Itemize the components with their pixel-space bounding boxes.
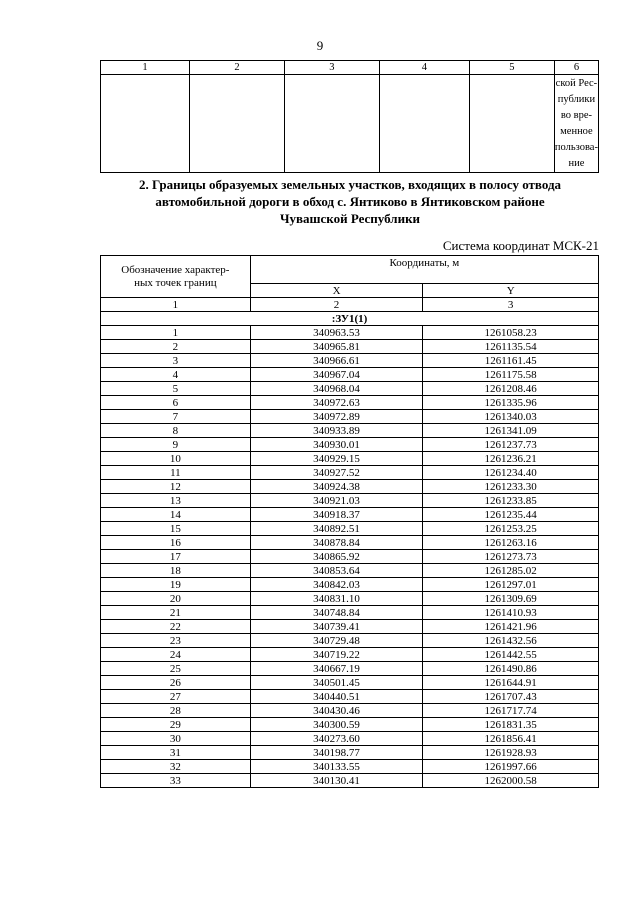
table-row	[101, 452, 599, 466]
point-number-cell: 24	[101, 648, 251, 662]
table-row	[101, 536, 599, 550]
table-row	[101, 550, 599, 564]
table-row	[101, 704, 599, 718]
y-coordinate-cell: 1262000.58	[423, 774, 599, 788]
col6-line: пользова-	[554, 142, 598, 153]
y-coordinate-cell: 1261208.46	[423, 382, 599, 396]
x-coordinate-cell: 340930.01	[250, 438, 423, 452]
y-coordinate-cell: 1261410.93	[423, 606, 599, 620]
x-coordinate-cell: 340440.51	[250, 690, 423, 704]
table-row	[101, 648, 599, 662]
continuation-header-cell: 3	[284, 61, 379, 75]
y-coordinate-cell: 1261175.58	[423, 368, 599, 382]
continuation-cell	[379, 75, 469, 173]
column-number: 3	[423, 298, 599, 312]
y-coordinate-cell: 1261442.55	[423, 648, 599, 662]
point-number-cell: 10	[101, 452, 251, 466]
point-number-cell: 16	[101, 536, 251, 550]
point-number-cell: 1	[101, 326, 251, 340]
table-header-row	[101, 256, 599, 284]
y-coordinate-cell: 1261058.23	[423, 326, 599, 340]
y-coordinate-cell: 1261421.96	[423, 620, 599, 634]
point-number-cell: 28	[101, 704, 251, 718]
x-coordinate-cell: 340965.81	[250, 340, 423, 354]
coordinates-table	[100, 255, 599, 788]
table-row	[101, 382, 599, 396]
y-coordinate-cell: 1261997.66	[423, 760, 599, 774]
col6-line: менное	[560, 126, 593, 137]
point-number-cell: 33	[101, 774, 251, 788]
y-coordinate-cell: 1261234.40	[423, 466, 599, 480]
x-coordinate-cell: 340739.41	[250, 620, 423, 634]
x-coordinate-cell: 340853.64	[250, 564, 423, 578]
table-row	[101, 354, 599, 368]
point-number-cell: 21	[101, 606, 251, 620]
point-number-cell: 2	[101, 340, 251, 354]
section-title-line: 2. Границы образуемых земельных участков, входящих в полосу отвода	[138, 177, 562, 192]
continuation-cell	[101, 75, 190, 173]
y-coordinate-cell: 1261233.85	[423, 494, 599, 508]
parcel-label: :ЗУ1(1)	[101, 312, 599, 326]
page-number: 9	[316, 38, 324, 53]
x-coordinate-cell: 340133.55	[250, 760, 423, 774]
y-coordinate-cell: 1261644.91	[423, 676, 599, 690]
col6-line: ние	[568, 158, 585, 169]
header-point-line: ных точек границ	[134, 276, 217, 289]
y-coordinate-cell: 1261831.35	[423, 718, 599, 732]
point-number-cell: 18	[101, 564, 251, 578]
continuation-header-cell: 1	[101, 61, 190, 75]
point-number-cell: 14	[101, 508, 251, 522]
parcel-row	[101, 312, 599, 326]
table-row	[101, 760, 599, 774]
table-row	[101, 718, 599, 732]
point-number-cell: 31	[101, 746, 251, 760]
table-row	[101, 368, 599, 382]
coordinates-rows	[101, 326, 599, 788]
table-row	[101, 508, 599, 522]
point-number-cell: 32	[101, 760, 251, 774]
point-number-cell: 30	[101, 732, 251, 746]
table-row	[101, 410, 599, 424]
table-row	[101, 662, 599, 676]
y-coordinate-cell: 1261309.69	[423, 592, 599, 606]
table-row	[101, 340, 599, 354]
point-number-cell: 23	[101, 634, 251, 648]
y-coordinate-cell: 1261432.56	[423, 634, 599, 648]
y-coordinate-cell: 1261856.41	[423, 732, 599, 746]
header-point-designation	[101, 256, 251, 298]
x-coordinate-cell: 340719.22	[250, 648, 423, 662]
x-coordinate-cell: 340929.15	[250, 452, 423, 466]
y-coordinate-cell: 1261717.74	[423, 704, 599, 718]
continuation-header-cell: 2	[190, 61, 285, 75]
continuation-header-row	[101, 61, 599, 75]
header-y: Y	[423, 284, 599, 298]
y-coordinate-cell: 1261235.44	[423, 508, 599, 522]
point-number-cell: 26	[101, 676, 251, 690]
point-number-cell: 6	[101, 396, 251, 410]
continuation-cell	[469, 75, 554, 173]
point-number-cell: 22	[101, 620, 251, 634]
section-title-line: автомобильной дороги в обход с. Янтиково в Янтиковском районе	[155, 194, 545, 209]
x-coordinate-cell: 340972.63	[250, 396, 423, 410]
point-number-cell: 11	[101, 466, 251, 480]
x-coordinate-cell: 340729.48	[250, 634, 423, 648]
x-coordinate-cell: 340748.84	[250, 606, 423, 620]
y-coordinate-cell: 1261490.86	[423, 662, 599, 676]
continuation-cell	[190, 75, 285, 173]
x-coordinate-cell: 340300.59	[250, 718, 423, 732]
y-coordinate-cell: 1261285.02	[423, 564, 599, 578]
y-coordinate-cell: 1261340.03	[423, 410, 599, 424]
column-number: 1	[101, 298, 251, 312]
continuation-header-cell: 4	[379, 61, 469, 75]
point-number-cell: 8	[101, 424, 251, 438]
y-coordinate-cell: 1261335.96	[423, 396, 599, 410]
table-row	[101, 690, 599, 704]
table-row	[101, 746, 599, 760]
point-number-cell: 4	[101, 368, 251, 382]
table-row	[101, 774, 599, 788]
x-coordinate-cell: 340831.10	[250, 592, 423, 606]
x-coordinate-cell: 340924.38	[250, 480, 423, 494]
x-coordinate-cell: 340130.41	[250, 774, 423, 788]
continuation-header-cell: 6	[554, 61, 598, 75]
col6-line: публики	[557, 94, 596, 105]
y-coordinate-cell: 1261263.16	[423, 536, 599, 550]
x-coordinate-cell: 340927.52	[250, 466, 423, 480]
y-coordinate-cell: 1261928.93	[423, 746, 599, 760]
point-number-cell: 29	[101, 718, 251, 732]
x-coordinate-cell: 340933.89	[250, 424, 423, 438]
point-number-cell: 15	[101, 522, 251, 536]
point-number-cell: 25	[101, 662, 251, 676]
x-coordinate-cell: 340963.53	[250, 326, 423, 340]
table-row	[101, 494, 599, 508]
x-coordinate-cell: 340967.04	[250, 368, 423, 382]
continuation-col6-cell	[554, 75, 598, 173]
continuation-body-row	[101, 75, 599, 173]
point-number-cell: 7	[101, 410, 251, 424]
y-coordinate-cell: 1261253.25	[423, 522, 599, 536]
table-row	[101, 634, 599, 648]
y-coordinate-cell: 1261341.09	[423, 424, 599, 438]
table-row	[101, 732, 599, 746]
point-number-cell: 9	[101, 438, 251, 452]
x-coordinate-cell: 340865.92	[250, 550, 423, 564]
x-coordinate-cell: 340842.03	[250, 578, 423, 592]
point-number-cell: 27	[101, 690, 251, 704]
point-number-cell: 12	[101, 480, 251, 494]
y-coordinate-cell: 1261237.73	[423, 438, 599, 452]
x-coordinate-cell: 340972.89	[250, 410, 423, 424]
y-coordinate-cell: 1261135.54	[423, 340, 599, 354]
col6-line: ской Рес-	[555, 78, 598, 89]
x-coordinate-cell: 340667.19	[250, 662, 423, 676]
x-coordinate-cell: 340918.37	[250, 508, 423, 522]
x-coordinate-cell: 340501.45	[250, 676, 423, 690]
continuation-table	[100, 60, 599, 173]
x-coordinate-cell: 340273.60	[250, 732, 423, 746]
table-row	[101, 522, 599, 536]
y-coordinate-cell: 1261233.30	[423, 480, 599, 494]
table-row	[101, 592, 599, 606]
header-x: X	[250, 284, 423, 298]
table-row	[101, 564, 599, 578]
header-coordinates: Координаты, м	[250, 256, 598, 284]
continuation-cell	[284, 75, 379, 173]
x-coordinate-cell: 340921.03	[250, 494, 423, 508]
x-coordinate-cell: 340892.51	[250, 522, 423, 536]
coordinate-system-label: Система координат МСК-21	[442, 238, 599, 253]
column-number-row	[101, 298, 599, 312]
point-number-cell: 5	[101, 382, 251, 396]
y-coordinate-cell: 1261707.43	[423, 690, 599, 704]
section-title	[90, 176, 610, 227]
y-coordinate-cell: 1261236.21	[423, 452, 599, 466]
table-row	[101, 438, 599, 452]
table-row	[101, 578, 599, 592]
point-number-cell: 3	[101, 354, 251, 368]
header-point-line: Обозначение характер-	[121, 263, 230, 276]
table-row	[101, 620, 599, 634]
y-coordinate-cell: 1261297.01	[423, 578, 599, 592]
x-coordinate-cell: 340878.84	[250, 536, 423, 550]
x-coordinate-cell: 340966.61	[250, 354, 423, 368]
point-number-cell: 17	[101, 550, 251, 564]
x-coordinate-cell: 340198.77	[250, 746, 423, 760]
section-title-line: Чувашской Республики	[279, 211, 421, 226]
col6-line: во вре-	[560, 110, 592, 121]
table-row	[101, 606, 599, 620]
column-number: 2	[250, 298, 423, 312]
y-coordinate-cell: 1261273.73	[423, 550, 599, 564]
table-row	[101, 424, 599, 438]
table-row	[101, 396, 599, 410]
table-row	[101, 326, 599, 340]
continuation-header-cell: 5	[469, 61, 554, 75]
point-number-cell: 20	[101, 592, 251, 606]
x-coordinate-cell: 340430.46	[250, 704, 423, 718]
table-row	[101, 466, 599, 480]
x-coordinate-cell: 340968.04	[250, 382, 423, 396]
point-number-cell: 19	[101, 578, 251, 592]
table-row	[101, 676, 599, 690]
y-coordinate-cell: 1261161.45	[423, 354, 599, 368]
table-row	[101, 480, 599, 494]
point-number-cell: 13	[101, 494, 251, 508]
